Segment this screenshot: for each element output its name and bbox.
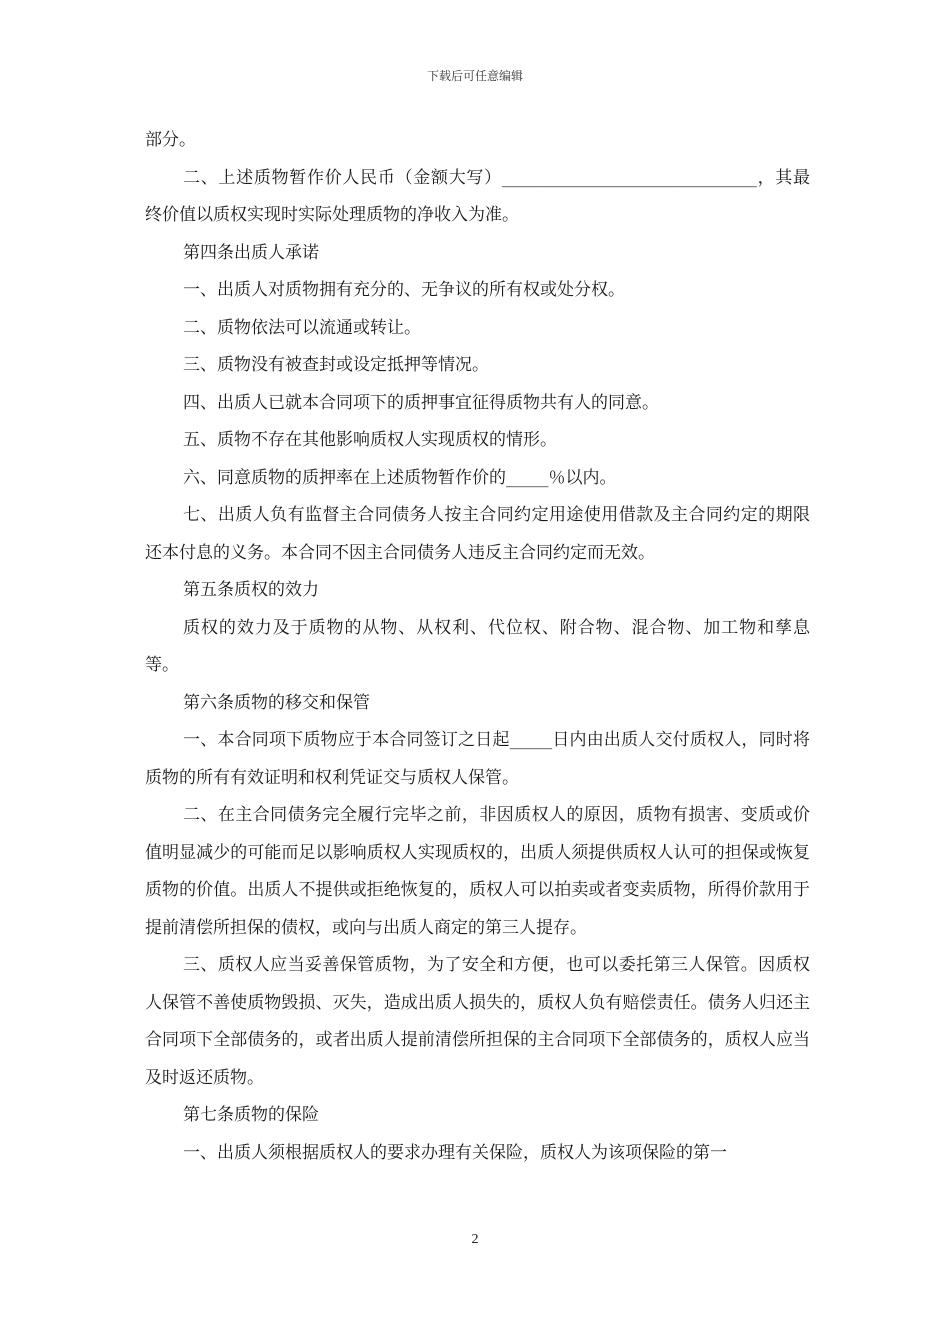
paragraph-1: 二、上述质物暂作价人民币（金额大写）______________________________，其最终价值以质权实现时实际处理质物的净收入为准。 — [145, 167, 810, 225]
paragraph-5: 三、质物没有被查封或设定抵押等情况。 — [183, 355, 489, 375]
document-body — [145, 122, 810, 1172]
paragraph-3: 一、出质人对质物拥有充分的、无争议的所有权或处分权。 — [183, 280, 625, 300]
paragraph-4: 二、质物依法可以流通或转让。 — [183, 317, 421, 338]
paragraph-0: 部分。 — [145, 130, 196, 150]
paragraph-13: 一、本合同项下质物应于本合同签订之日起_____日内由出质人交付质权人，同时将质物的所有有效证明和权利凭证交与质权人保管。 — [145, 730, 810, 788]
page-header: 下载后可任意编辑 — [426, 69, 523, 83]
paragraph-17: 一、出质人须根据质权人的要求办理有关保险，质权人为该项保险的第一 — [183, 1142, 727, 1163]
page-number: 2 — [471, 1232, 479, 1247]
paragraph-8: 六、同意质物的质押率在上述质物暂作价的_____％以内。 — [183, 467, 617, 488]
section-heading-5: 第五条质权的效力 — [183, 580, 319, 600]
section-heading-7: 第七条质物的保险 — [183, 1105, 319, 1125]
section-heading-4: 第四条出质人承诺 — [183, 242, 319, 263]
paragraph-15: 三、质权人应当妥善保管质物，为了安全和方便，也可以委托第三人保管。因质权人保管不善使质物毁损、灭失，造成出质人损失的，质权人负有赔偿责任。债务人归还主合同项下全部债务的，或者出质人提前清偿所担保的主合同项下全部债务的，质权人应当及时返还质物。 — [145, 955, 810, 1088]
paragraph-6: 四、出质人已就本合同项下的质押事宜征得质物共有人的同意。 — [183, 392, 659, 413]
paragraph-11: 质权的效力及于质物的从物、从权利、代位权、附合物、混合物、加工物和孳息等。 — [145, 617, 810, 675]
paragraph-14: 二、在主合同债务完全履行完毕之前，非因质权人的原因，质物有损害、变质或价值明显减少的可能而足以影响质权人实现质权的，出质人须提供质权人认可的担保或恢复质物的价值。出质人不提供或拒绝恢复的，质权人可以拍卖或者变卖质物，所得价款用于提前清偿所担保的债权，或向与出质人商定的第三人提存。 — [145, 805, 810, 938]
paragraph-9: 七、出质人负有监督主合同债务人按主合同约定用途使用借款及主合同约定的期限还本付息的义务。本合同不因主合同债务人违反主合同约定而无效。 — [145, 505, 810, 563]
section-heading-6: 第六条质物的移交和保管 — [183, 692, 370, 713]
paragraph-7: 五、质物不存在其他影响质权人实现质权的情形。 — [183, 430, 557, 450]
